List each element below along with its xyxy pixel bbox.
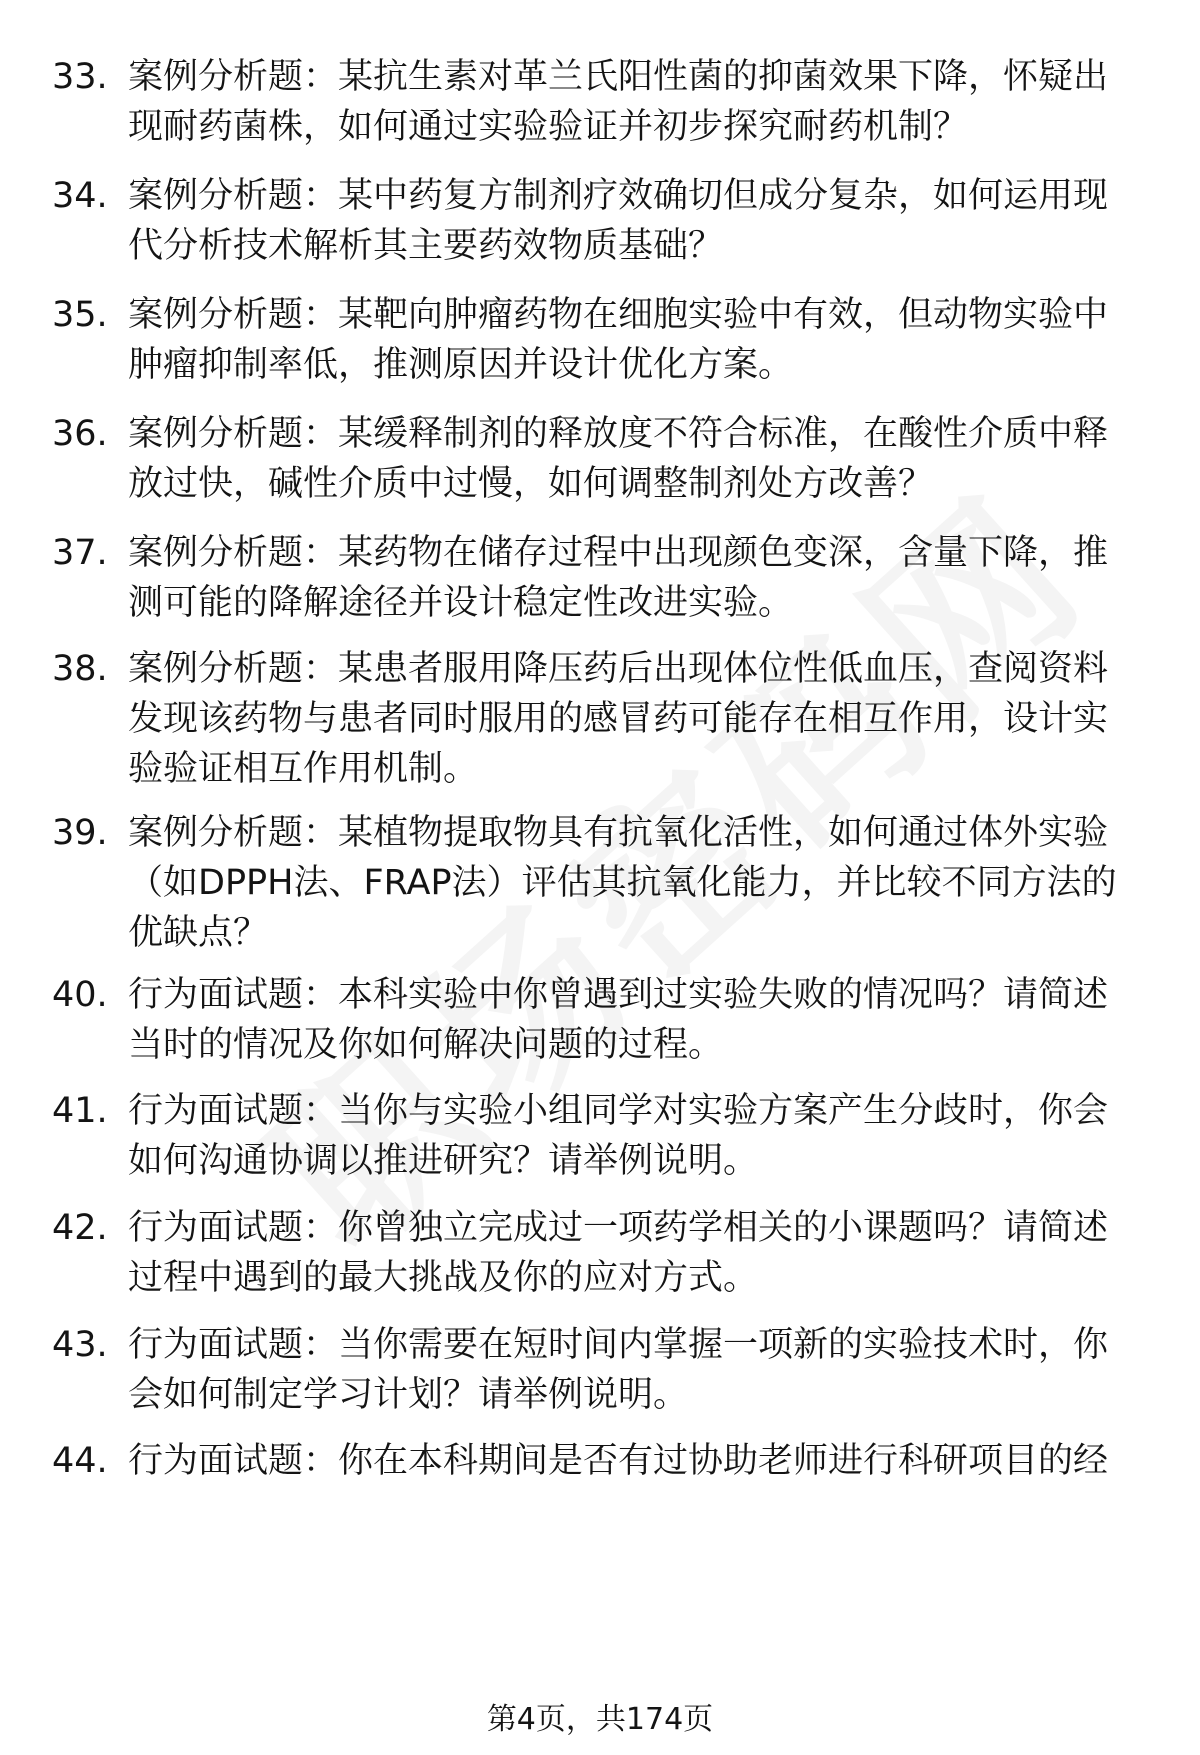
question-text: 行为面试题：当你与实验小组同学对实验方案产生分歧时，你会如何沟通协调以推进研究？请举例说明。 <box>128 1091 1109 1181</box>
question-text: 案例分析题：某靶向肿瘤药物在细胞实验中有效，但动物实验中肿瘤抑制率低，推测原因并设计优化方案。 <box>128 295 1109 385</box>
question-43 <box>52 1320 1152 1420</box>
question-text: 案例分析题：某中药复方制剂疗效确切但成分复杂，如何运用现代分析技术解析其主要药效物质基础？ <box>128 176 1109 266</box>
question-number: 44. <box>52 1441 108 1481</box>
question-38 <box>52 644 1152 794</box>
question-text: 行为面试题：你曾独立完成过一项药学相关的小课题吗？请简述过程中遇到的最大挑战及你的应对方式。 <box>128 1208 1109 1298</box>
question-number: 33. <box>52 57 108 97</box>
question-number: 34. <box>52 176 108 216</box>
question-text: 行为面试题：你在本科期间是否有过协助老师进行科研项目的经 <box>128 1441 1109 1481</box>
question-text: 案例分析题：某患者服用降压药后出现体位性低血压，查阅资料发现该药物与患者同时服用的感冒药可能存在相互作用，设计实验验证相互作用机制。 <box>128 649 1109 789</box>
question-text: 行为面试题：本科实验中你曾遇到过实验失败的情况吗？请简述当时的情况及你如何解决问题的过程。 <box>128 975 1109 1065</box>
question-text: 行为面试题：当你需要在短时间内掌握一项新的实验技术时，你会如何制定学习计划？请举例说明。 <box>128 1325 1109 1415</box>
question-number: 43. <box>52 1325 108 1365</box>
question-number: 35. <box>52 295 108 335</box>
question-number: 36. <box>52 414 108 454</box>
question-44 <box>52 1436 1152 1486</box>
question-42 <box>52 1203 1152 1303</box>
question-number: 42. <box>52 1208 108 1248</box>
question-text: 案例分析题：某缓释制剂的释放度不符合标准，在酸性介质中释放过快，碱性介质中过慢，如何调整制剂处方改善？ <box>128 414 1109 504</box>
question-40 <box>52 970 1152 1070</box>
question-number: 37. <box>52 533 108 573</box>
question-number: 41. <box>52 1091 108 1131</box>
page-indicator: 第4页，共174页 <box>486 1702 714 1737</box>
question-37 <box>52 528 1152 628</box>
question-36 <box>52 409 1152 509</box>
question-33 <box>52 52 1152 152</box>
question-41 <box>52 1086 1152 1186</box>
question-text: 案例分析题：某植物提取物具有抗氧化活性，如何通过体外实验（如DPPH法、FRAP法）评估其抗氧化能力，并比较不同方法的优缺点？ <box>128 813 1117 953</box>
question-number: 38. <box>52 649 108 689</box>
question-number: 39. <box>52 813 108 853</box>
question-text: 案例分析题：某药物在储存过程中出现颜色变深，含量下降，推测可能的降解途径并设计稳定性改进实验。 <box>128 533 1109 623</box>
question-text: 案例分析题：某抗生素对革兰氏阳性菌的抑菌效果下降，怀疑出现耐药菌株，如何通过实验验证并初步探究耐药机制？ <box>128 57 1109 147</box>
question-35 <box>52 290 1152 390</box>
question-number: 40. <box>52 975 108 1015</box>
question-34 <box>52 171 1152 271</box>
question-39 <box>52 808 1152 958</box>
